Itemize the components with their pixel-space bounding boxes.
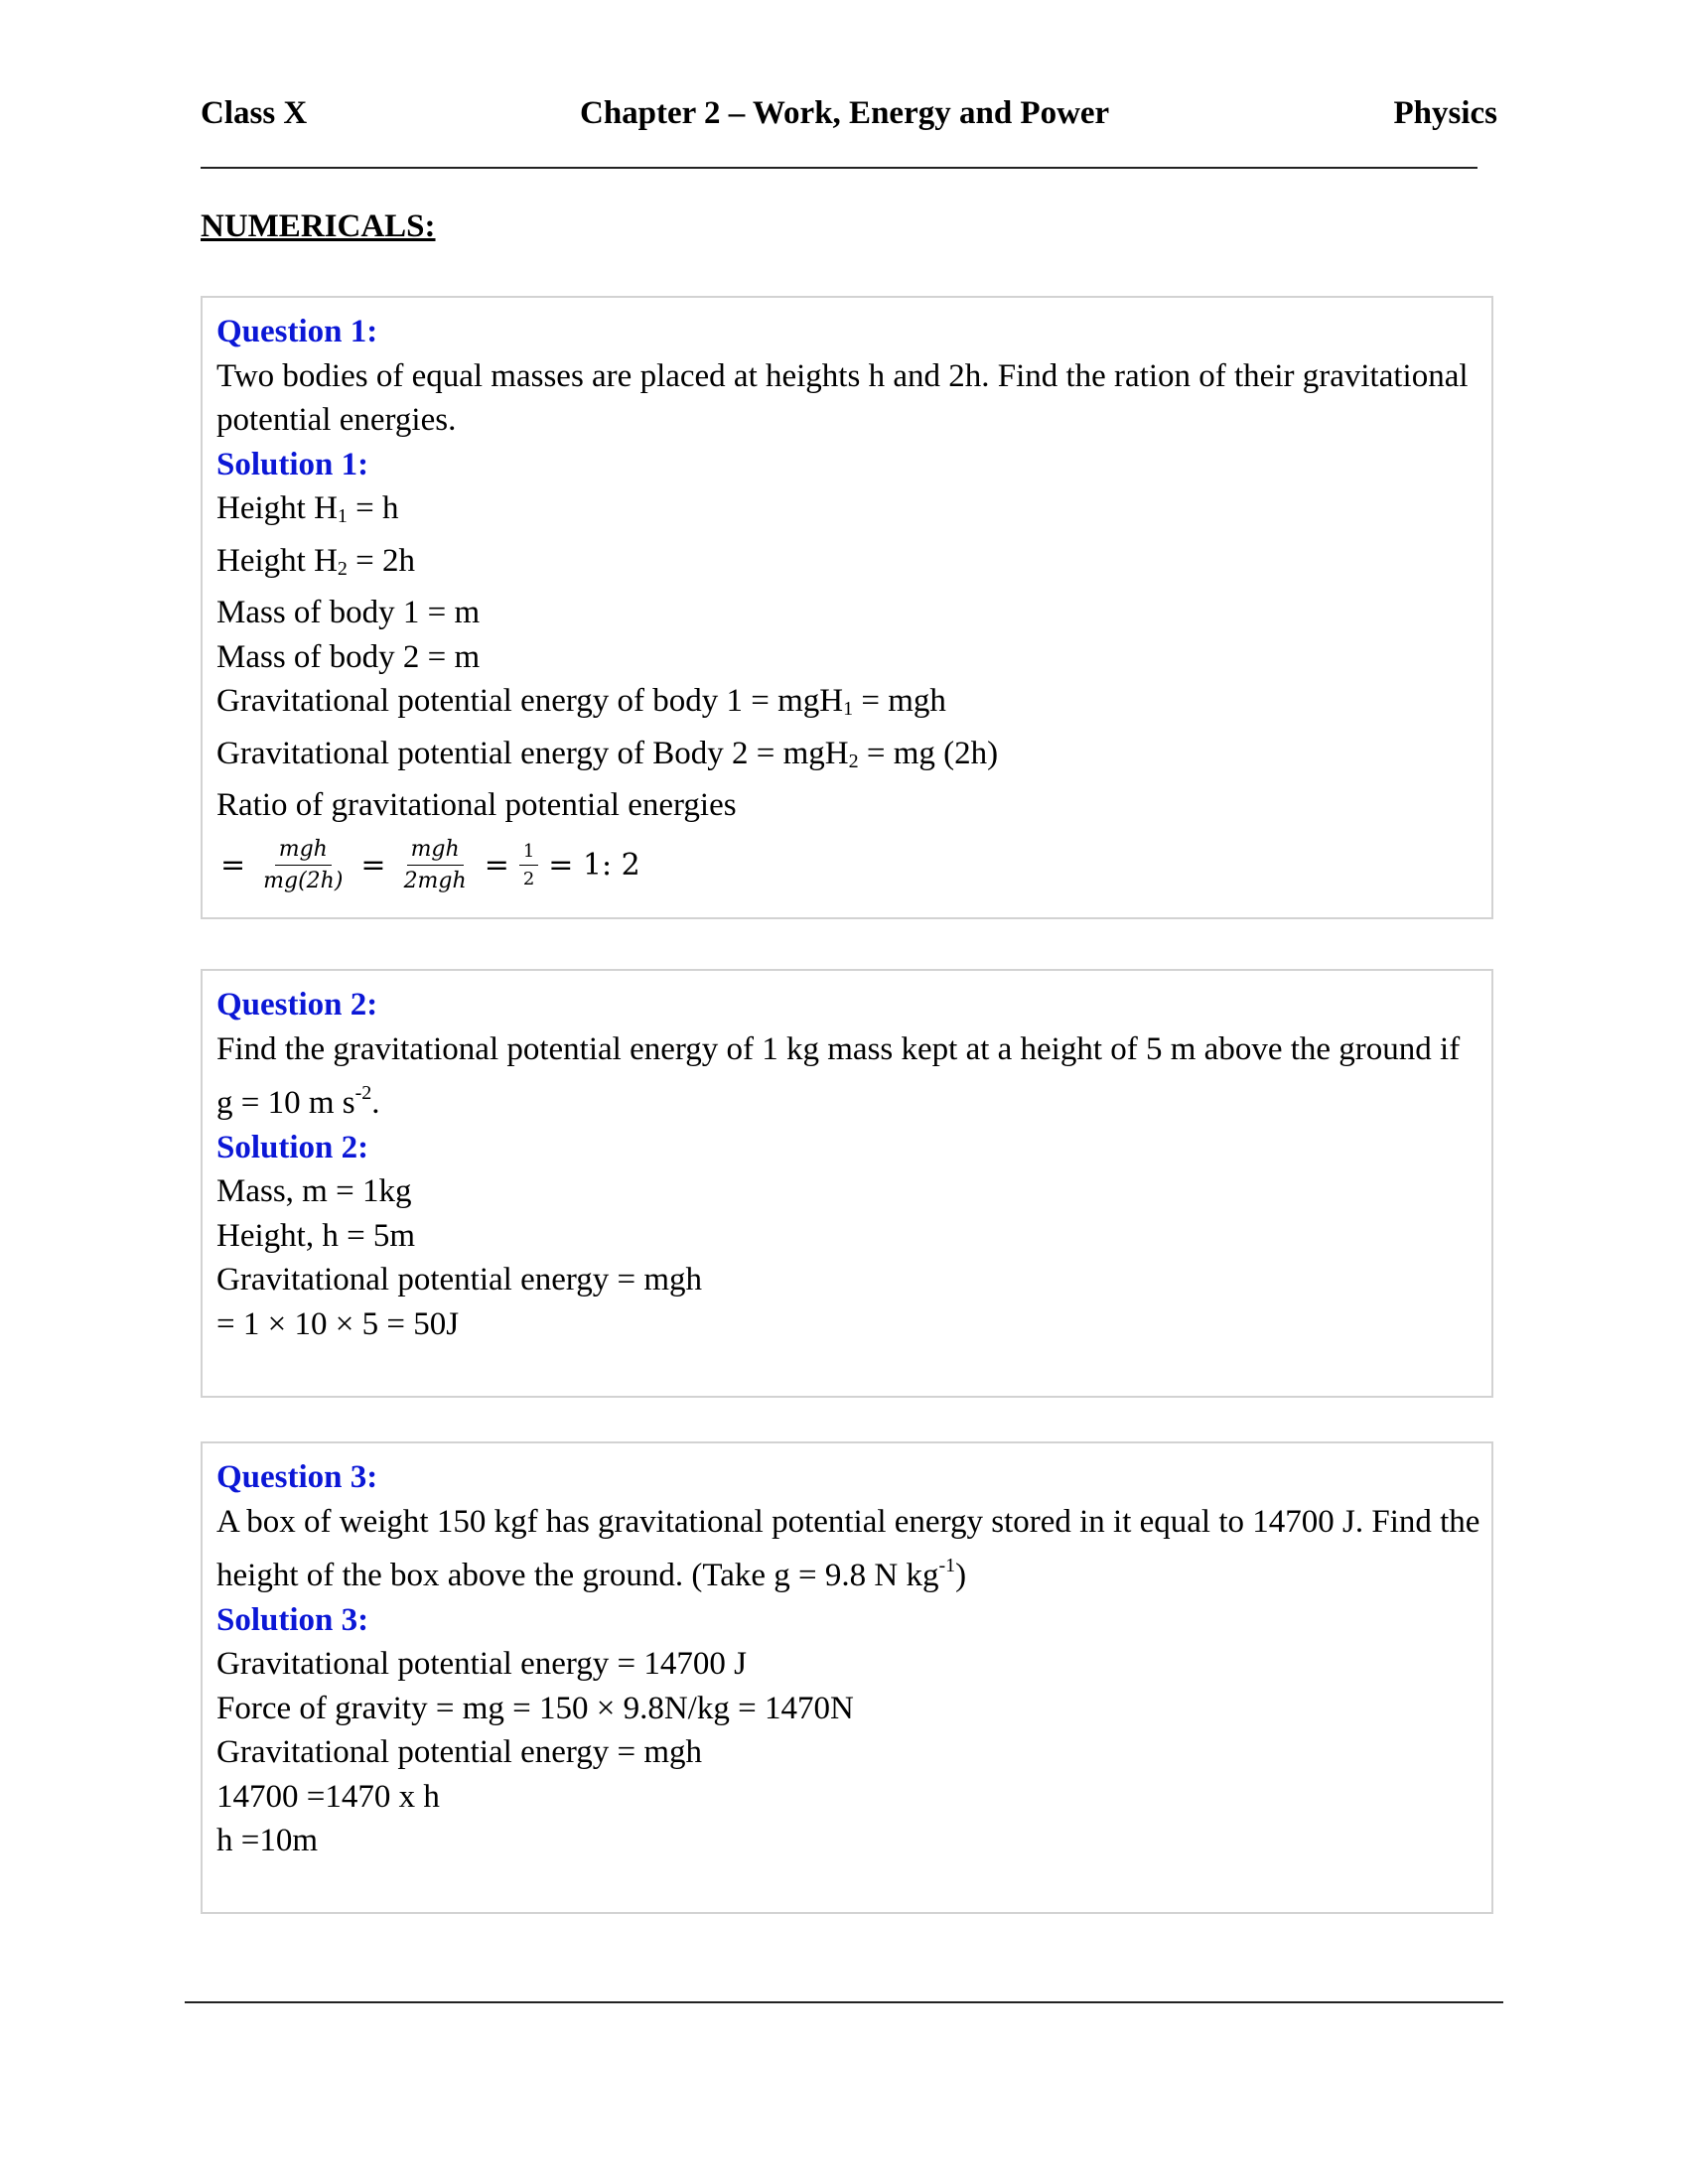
solution-line: Gravitational potential energy = mgh	[216, 1262, 703, 1297]
header-divider	[201, 167, 1477, 169]
solution-line: Gravitational potential energy of Body 2 = mgH$_2$ = mg (2h)	[216, 735, 999, 772]
equals-sign: =	[220, 848, 246, 883]
chapter-title: Chapter 2 – Work, Energy and Power	[580, 95, 1110, 131]
fraction-1: $\frac{\text{mgh}}{mg(2h)}$	[263, 837, 344, 893]
solution-line: Height $H_1 = h$	[216, 490, 399, 527]
question-label: Question 3:	[216, 1459, 378, 1495]
ratio-equation	[216, 830, 1477, 901]
question-label: Question 1:	[216, 314, 378, 349]
question-box-3	[201, 1441, 1493, 1914]
solution-line: Height $H_2 = 2h$	[216, 542, 416, 580]
question-text: Find the gravitational potential energy of 1 kg mass kept at a height of 5 m above the ground if	[216, 1030, 1461, 1067]
solution-label: Solution 3:	[216, 1601, 369, 1638]
class-label: Class X	[201, 95, 308, 131]
fraction-3: $\frac{1}{2}$	[519, 841, 538, 889]
footer-divider	[185, 2001, 1503, 2003]
solution-line: Height, h = 5m	[216, 1217, 416, 1254]
solution-line: Ratio of gravitational potential energies	[216, 787, 737, 823]
question-text: height of the box above the ground. (Take g = 9.8 N $kg^{-1}$)	[216, 1555, 967, 1593]
ratio-result: = 1: 2	[548, 848, 640, 883]
question-text: g = 10 m $s^{-2}$.	[216, 1082, 380, 1121]
solution-line: = 1 × 10 × 5 = 50J	[216, 1305, 460, 1342]
equals-sign: =	[484, 848, 509, 883]
equals-sign: =	[360, 848, 386, 883]
solution-label: Solution 1:	[216, 446, 369, 482]
solution-line: Mass of body 1 = m	[216, 595, 481, 630]
question-box-1	[201, 296, 1493, 919]
solution-line: Gravitational potential energy = mgh	[216, 1734, 703, 1770]
solution-line: Mass of body 2 = m	[216, 638, 481, 675]
solution-label: Solution 2:	[216, 1129, 369, 1165]
solution-line: 14700 =1470 x h	[216, 1778, 440, 1815]
question-label: Question 2:	[216, 987, 378, 1023]
solution-line: h =10m	[216, 1823, 319, 1858]
question-box-2	[201, 969, 1493, 1398]
solution-line: Force of gravity = mg = 150 × 9.8N/kg = 1470N	[216, 1690, 854, 1726]
subject-label: Physics	[1393, 95, 1497, 131]
question-text: Two bodies of equal masses are placed at heights h and 2h. Find the ration of their gravitational potential energies.	[216, 357, 1469, 438]
fraction-2: $\frac{\text{mgh}}{\text{2mgh}}$	[403, 837, 467, 893]
solution-line: Gravitational potential energy = 14700 J	[216, 1646, 747, 1682]
solution-line: Gravitational potential energy of body 1 = mgH$_1$ = mgh	[216, 683, 946, 720]
solution-line: Mass, m = 1kg	[216, 1173, 412, 1209]
section-title: NUMERICALS:	[201, 208, 436, 244]
question-text: A box of weight 150 kgf has gravitational potential energy stored in it equal to 14700 J. Find the	[216, 1503, 1480, 1540]
